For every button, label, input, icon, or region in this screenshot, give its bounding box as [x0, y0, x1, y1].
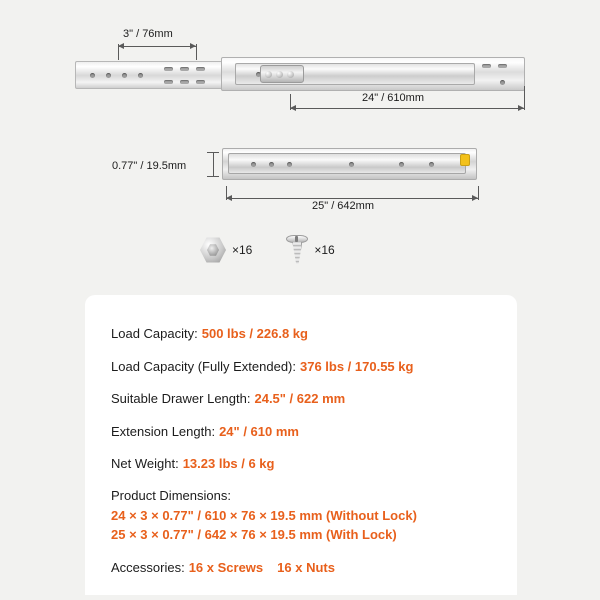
mounting-slot-icon: [180, 80, 189, 84]
mounting-slot-icon: [164, 67, 173, 71]
mounting-slot-icon: [498, 64, 507, 68]
dimension-tick: [196, 44, 197, 60]
hardware-screw: [286, 235, 334, 265]
drawer-slide-extended-illustration: [75, 55, 525, 95]
mounting-hole-icon: [251, 162, 256, 167]
screw-slot: [295, 236, 298, 242]
spec-value-with-lock: 25 × 3 × 0.77" / 642 × 76 × 19.5 mm (With Lock): [111, 527, 397, 543]
dimension-line: [226, 198, 478, 199]
dimension-line: [118, 46, 196, 47]
ball-bearing-cage: [260, 65, 304, 83]
spec-label: Load Capacity (Fully Extended):: [111, 358, 296, 374]
mounting-hole-icon: [138, 73, 143, 78]
spec-label: Product Dimensions:: [111, 487, 231, 503]
dimension-arrow: [118, 43, 124, 49]
dimension-tick: [207, 152, 219, 153]
spec-label: Accessories:: [111, 559, 185, 575]
bearing-ball-icon: [287, 71, 294, 78]
spec-row-net-weight: [111, 455, 491, 473]
dimension-label-extension: 24" / 610mm: [362, 92, 424, 104]
spec-label: Suitable Drawer Length:: [111, 391, 251, 407]
spec-value-without-lock: 24 × 3 × 0.77" / 610 × 76 × 19.5 mm (Without Lock): [111, 507, 417, 523]
dimension-label-width: 3" / 76mm: [123, 28, 173, 40]
specifications-card: [85, 295, 517, 595]
mounting-slot-icon: [196, 67, 205, 71]
spec-value: 24.5" / 622 mm: [254, 391, 346, 407]
spec-row-extension-length: [111, 423, 491, 441]
hardware-icons: [200, 235, 335, 265]
lock-lever-icon: [460, 154, 470, 166]
product-diagram: [0, 0, 600, 295]
spec-row-load-capacity-extended: [111, 358, 491, 376]
mounting-hole-icon: [90, 73, 95, 78]
dimension-tick: [478, 186, 479, 200]
dimension-label-length: 25" / 642mm: [312, 200, 374, 212]
nut-icon: [200, 237, 226, 263]
mounting-hole-icon: [500, 80, 505, 85]
screw-icon: [286, 235, 308, 265]
mounting-hole-icon: [122, 73, 127, 78]
dimension-line: [290, 108, 524, 109]
dimension-tick: [207, 176, 219, 177]
dimension-arrow: [190, 43, 196, 49]
spec-row-load-capacity: [111, 325, 491, 343]
mounting-hole-icon: [399, 162, 404, 167]
dimension-label-height: 0.77" / 19.5mm: [112, 160, 187, 172]
spec-label: Net Weight:: [111, 456, 179, 472]
spec-row-product-dimensions: [111, 488, 491, 545]
dimension-tick: [213, 152, 214, 176]
screw-count: ×16: [314, 243, 335, 257]
dimension-arrow: [518, 105, 524, 111]
mounting-hole-icon: [269, 162, 274, 167]
mounting-hole-icon: [429, 162, 434, 167]
dimension-tick: [524, 86, 525, 110]
mounting-hole-icon: [287, 162, 292, 167]
mounting-slot-icon: [482, 64, 491, 68]
spec-value: 500 lbs / 226.8 kg: [201, 326, 308, 341]
spec-label: Load Capacity:: [111, 326, 198, 341]
spec-value-screws: 16 x Screws: [188, 559, 264, 575]
dimension-arrow: [226, 195, 232, 201]
spec-value: 24" / 610 mm: [219, 423, 299, 439]
spec-row-drawer-length: [111, 390, 491, 408]
mounting-slot-icon: [164, 80, 173, 84]
spec-value: 376 lbs / 170.55 kg: [299, 358, 414, 374]
screw-shaft: [292, 242, 302, 264]
dimension-arrow: [472, 195, 478, 201]
nut-count: ×16: [232, 243, 253, 257]
bearing-ball-icon: [265, 71, 272, 78]
spec-row-accessories: [111, 559, 491, 577]
mounting-hole-icon: [349, 162, 354, 167]
dimension-arrow: [290, 105, 296, 111]
mounting-slot-icon: [180, 67, 189, 71]
spec-value-nuts: 16 x Nuts: [277, 559, 335, 575]
spec-value: 13.23 lbs / 6 kg: [182, 456, 275, 472]
bearing-ball-icon: [276, 71, 283, 78]
spec-label: Extension Length:: [111, 423, 216, 439]
drawer-slide-closed-illustration: [222, 148, 482, 184]
hardware-nut: [200, 237, 252, 263]
mounting-hole-icon: [106, 73, 111, 78]
mounting-slot-icon: [196, 80, 205, 84]
slide-closed-inner-rail: [228, 153, 466, 174]
